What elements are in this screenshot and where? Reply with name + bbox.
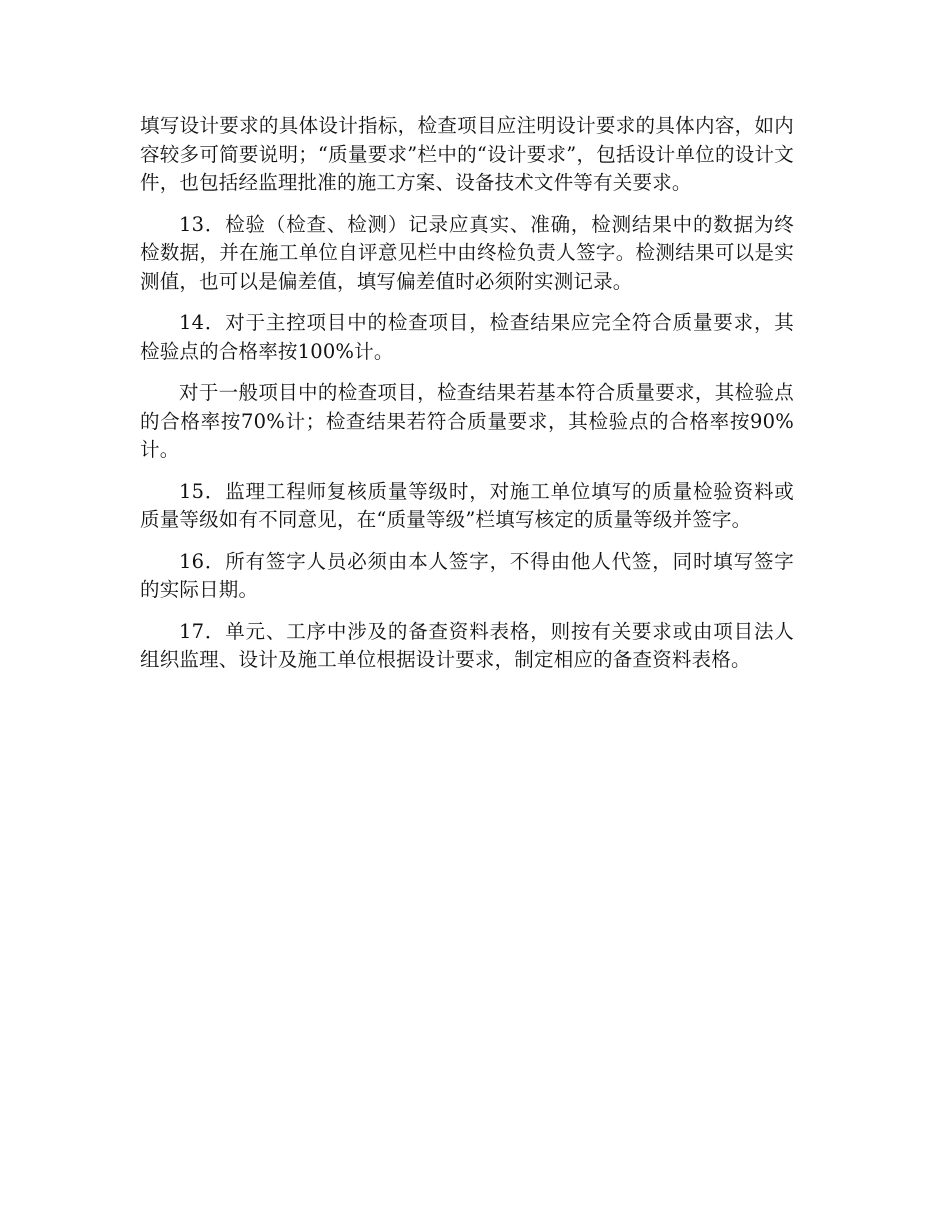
paragraph-item-17: 17．单元、工序中涉及的备查资料表格，则按有关要求或由项目法人组织监理、设计及施工单位根据设计要求，制定相应的备查资料表格。 xyxy=(140,619,794,671)
document-page xyxy=(140,112,794,688)
paragraph-item-15: 15．监理工程师复核质量等级时，对施工单位填写的质量检验资料或质量等级如有不同意见，在“质量等级”栏填写核定的质量等级并签字。 xyxy=(140,479,794,531)
paragraph-item-13: 13．检验（检查、检测）记录应真实、准确，检测结果中的数据为终检数据，并在施工单位自评意见栏中由终检负责人签字。检测结果可以是实测值，也可以是偏差值，填写偏差值时必须附实测记录。 xyxy=(140,212,794,293)
paragraph-item-14: 14．对于主控项目中的检查项目，检查结果应完全符合质量要求，其检验点的合格率按100%计。 xyxy=(140,311,794,363)
paragraph-general-items: 对于一般项目中的检查项目，检查结果若基本符合质量要求，其检验点的合格率按70%计；检查结果若符合质量要求，其检验点的合格率按90%计。 xyxy=(140,381,794,461)
paragraph-design-requirements: 填写设计要求的具体设计指标，检查项目应注明设计要求的具体内容，如内容较多可简要说明；“质量要求”栏中的“设计要求”，包括设计单位的设计文件，也包括经监理批准的施工方案、设备技术文件等有关要求。 xyxy=(140,114,794,194)
paragraph-item-16: 16．所有签字人员必须由本人签字，不得由他人代签，同时填写签字的实际日期。 xyxy=(140,549,794,601)
